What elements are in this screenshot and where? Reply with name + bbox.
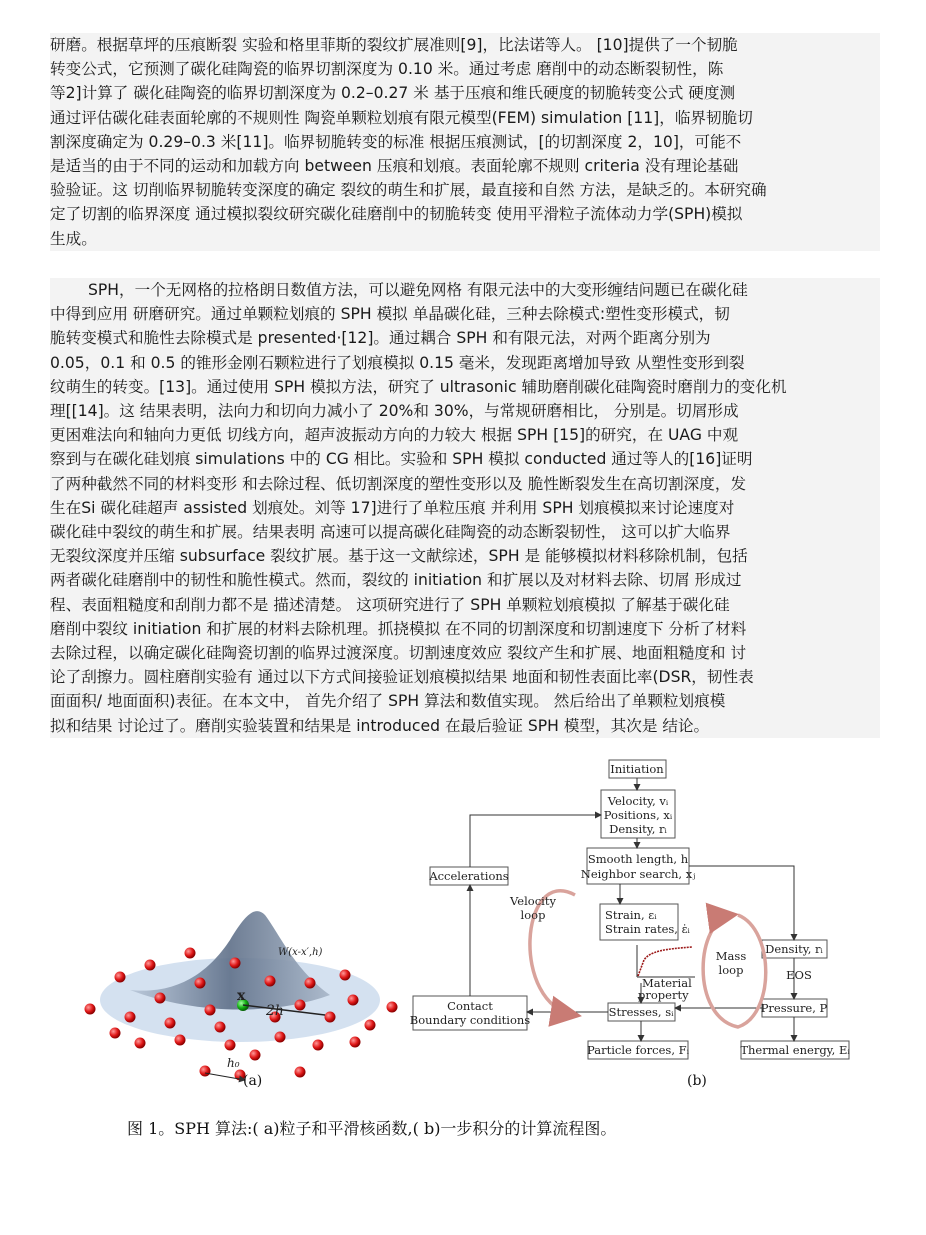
- sph-particle: [348, 995, 359, 1006]
- positions-label: Positions, xᵢ: [603, 808, 673, 822]
- sph-particle: [250, 1050, 261, 1061]
- text-line: 无裂纹深度并压缩 subsurface 裂纹扩展。基于这一文献综述，SPH 是 能够模拟材料移除机制，包括: [50, 544, 880, 568]
- particle-forces-label: Particle forces, Fᵢ: [587, 1043, 689, 1057]
- sph-particle: [200, 1066, 211, 1077]
- material-label-2: property: [638, 988, 689, 1002]
- eos-label: EOS: [786, 968, 812, 982]
- sph-particle: [365, 1020, 376, 1031]
- panel-b: [410, 760, 851, 1089]
- text-line: 中得到应用 研磨研究。通过单颗粒划痕的 SPH 模拟 单晶碳化硅，三种去除模式:塑性变形模式，韧: [50, 302, 880, 326]
- text-line: 面面积/ 地面面积)表征。在本文中， 首先介绍了 SPH 算法和数值实现。 然后给出了单颗粒划痕模: [50, 689, 880, 713]
- panel-a: [85, 911, 398, 1089]
- mass-loop-label-2: loop: [718, 963, 744, 977]
- paragraph-1: [50, 33, 880, 251]
- strain-label: Strain, εᵢ: [605, 908, 657, 922]
- sph-particle: [230, 958, 241, 969]
- text-line: 是适当的由于不同的运动和加载方向 between 压痕和划痕。表面轮廓不规则 criteria 没有理论基础: [50, 154, 880, 178]
- text-line: 碳化硅中裂纹的萌生和扩展。结果表明 高速可以提高碳化硅陶瓷的动态断裂韧性， 这可以扩大临界: [50, 520, 880, 544]
- text-line: SPH，一个无网格的拉格朗日数值方法，可以避免网格 有限元法中的大变形缠结问题已在碳化硅: [50, 278, 880, 302]
- spacing-label: h₀: [227, 1056, 240, 1070]
- density-top-label: Density, rᵢ: [609, 822, 667, 836]
- text-line: 研磨。根据草坪的压痕断裂 实验和格里菲斯的裂纹扩展准则[9]，比法诺等人。 [10]提供了一个韧脆: [50, 33, 880, 57]
- thermal-energy-label: Thermal energy, Eᵢ: [740, 1043, 850, 1057]
- sph-particle: [135, 1038, 146, 1049]
- text-line: 去除过程，以确定碳化硅陶瓷切割的临界过渡深度。切割速度效应 裂纹产生和扩展、地面粗糙度和 讨: [50, 641, 880, 665]
- sph-particle: [195, 978, 206, 989]
- sph-particle: [205, 1005, 216, 1016]
- text-line: 更困难法向和轴向力更低 切线方向，超声波振动方向的力较大 根据 SPH [15]的研究，在 UAG 中观: [50, 423, 880, 447]
- smooth-length-label: Smooth length, h: [587, 852, 689, 866]
- text-line: 生成。: [50, 227, 880, 251]
- sph-particle: [215, 1022, 226, 1033]
- contact-label-2: Boundary conditions: [409, 1013, 531, 1027]
- text-line: 理[[14]。这 结果表明，法向力和切向力减小了 20%和 30%，与常规研磨相比， 分别是。切屑形成: [50, 399, 880, 423]
- text-line: 割深度确定为 0.29–0.3 米[11]。临界韧脆转变的标准 根据压痕测试，[的切割深度 2，10]，可能不: [50, 130, 880, 154]
- text-line: 程、表面粗糙度和刮削力都不是 描述清楚。 这项研究进行了 SPH 单颗粒划痕模拟 了解基于碳化硅: [50, 593, 880, 617]
- strain-rates-label: Strain rates, ε̇ᵢ: [605, 922, 690, 936]
- figure-1: [70, 755, 890, 1100]
- text-line: 等2]计算了 碳化硅陶瓷的临界切割深度为 0.2–0.27 米 基于压痕和维氏硬度的韧脆转变公式 硬度测: [50, 81, 880, 105]
- sph-particle: [225, 1040, 236, 1051]
- neighbor-search-label: Neighbor search, xⱼ: [580, 867, 696, 881]
- material-label-1: Material: [642, 976, 692, 990]
- text-line: 论了刮擦力。圆柱磨削实验有 通过以下方式间接验证划痕模拟结果 地面和韧性表面比率(DSR，韧性表: [50, 665, 880, 689]
- initiation-label: Initiation: [610, 762, 664, 776]
- text-line: 磨削中裂纹 initiation 和扩展的材料去除机理。抓挠模拟 在不同的切割深度和切割速度下 分析了材料: [50, 617, 880, 641]
- text-line: 拟和结果 讨论过了。磨削实验装置和结果是 introduced 在最后验证 SPH 模型，其次是 结论。: [50, 714, 880, 738]
- h-label: 2h: [266, 1003, 284, 1019]
- panel-b-label: (b): [687, 1073, 707, 1089]
- sph-particle: [275, 1032, 286, 1043]
- text-line: 0.05，0.1 和 0.5 的锥形金刚石颗粒进行了划痕模拟 0.15 毫米，发现距离增加导致 从塑性变形到裂: [50, 351, 880, 375]
- sph-particle: [340, 970, 351, 981]
- text-line: 生在Si 碳化硅超声 assisted 划痕处。刘等 17]进行了单粒压痕 并利用 SPH 划痕模拟来讨论速度对: [50, 496, 880, 520]
- sph-particle: [295, 1000, 306, 1011]
- sph-particle: [295, 1067, 306, 1078]
- stresses-label: Stresses, sᵢ: [608, 1005, 674, 1019]
- mass-loop-label-1: Mass: [715, 949, 747, 963]
- sph-particle: [155, 993, 166, 1004]
- text-line: 察到与在碳化硅划痕 simulations 中的 CG 相比。实验和 SPH 模拟 conducted 通过等人的[16]证明: [50, 447, 880, 471]
- x-label: x: [237, 988, 246, 1004]
- text-line: 定了切割的临界深度 通过模拟裂纹研究碳化硅磨削中的韧脆转变 使用平滑粒子流体动力学(SPH)模拟: [50, 202, 880, 226]
- text-line: 验验证。这 切削临界韧脆转变深度的确定 裂纹的萌生和扩展，最直接和自然 方法，是缺乏的。本研究确: [50, 178, 880, 202]
- sph-particle: [265, 976, 276, 987]
- text-line: 了两种截然不同的材料变形 和去除过程、低切割深度的塑性变形以及 脆性断裂发生在高切割深度，发: [50, 472, 880, 496]
- stress-strain-graph: [637, 945, 695, 977]
- sph-particle: [110, 1028, 121, 1039]
- density-right-label: Density, rᵢ: [765, 942, 823, 956]
- contact-label-1: Contact: [447, 999, 493, 1013]
- text-line: 两者碳化硅磨削中的韧性和脆性模式。然而，裂纹的 initiation 和扩展以及对材料去除、切屑 形成过: [50, 568, 880, 592]
- sph-particle: [185, 948, 196, 959]
- sph-particle: [125, 1012, 136, 1023]
- sph-particle: [165, 1018, 176, 1029]
- panel-a-label: (a): [243, 1073, 263, 1089]
- velocity-loop-label-1: Velocity: [510, 894, 556, 908]
- velocity-loop-label-2: loop: [520, 908, 546, 922]
- figure-caption: 图 1。SPH 算法:( a)粒子和平滑核函数,( b)一步积分的计算流程图。: [127, 1119, 617, 1138]
- sph-particle: [85, 1004, 96, 1015]
- text-line: 纹萌生的转变。[13]。通过使用 SPH 模拟方法，研究了 ultrasonic 辅助磨削碳化硅陶瓷时磨削力的变化机: [50, 375, 880, 399]
- sph-particle: [175, 1035, 186, 1046]
- accelerations-label: Accelerations: [429, 869, 509, 883]
- sph-particle: [325, 1012, 336, 1023]
- paragraph-2: [50, 278, 880, 738]
- figure-1-graphic: [70, 755, 890, 1100]
- sph-particle: [313, 1040, 324, 1051]
- sph-particle: [350, 1037, 361, 1048]
- text-line: 脆转变模式和脆性去除模式是 presented·[12]。通过耦合 SPH 和有限元法，对两个距离分别为: [50, 326, 880, 350]
- text-line: 通过评估碳化硅表面轮廓的不规则性 陶瓷单颗粒划痕有限元模型(FEM) simulation [11]，临界韧脆切: [50, 106, 880, 130]
- pressure-label: Pressure, P: [760, 1001, 828, 1015]
- velocity-label: Velocity, vᵢ: [607, 794, 669, 808]
- sph-particle: [305, 978, 316, 989]
- text-line: 转变公式，它预测了碳化硅陶瓷的临界切割深度为 0.10 米。通过考虑 磨削中的动态断裂韧性，陈: [50, 57, 880, 81]
- sph-particle: [145, 960, 156, 971]
- kernel-label: W(x-x′,h): [278, 947, 323, 958]
- sph-particle: [115, 972, 126, 983]
- sph-particle: [387, 1002, 398, 1013]
